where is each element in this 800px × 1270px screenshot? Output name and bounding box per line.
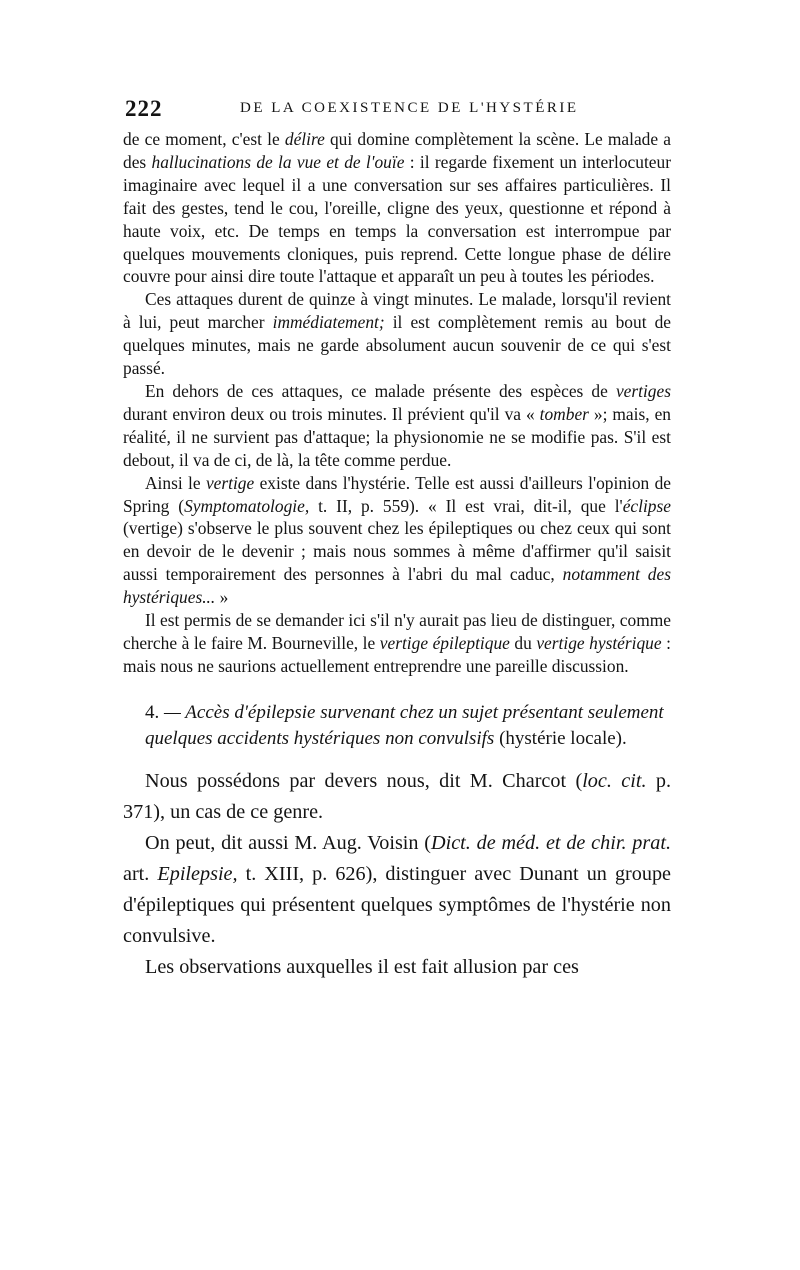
text-run: t. XIII, p. 626), distinguer avec Dunant un groupe d'épileptiques qui présentent quelques symptômes de l'hystérie non convulsive. [123,862,671,947]
text-run: du [509,632,537,653]
text-run: t. II, p. 559). « Il est vrai, dit-il, que l' [309,495,623,516]
italic-text: vertiges [615,380,671,401]
page-body [123,128,671,983]
paragraph [123,828,671,952]
text-run: il est complètement remis au bout de quelques minutes, mais ne garde absolument aucun souvenir de ce qui s'est passé. [123,312,672,379]
text-run: » [215,587,229,608]
italic-text: délire [284,129,325,149]
text-run: durant environ deux ou trois minutes. Il prévient qu'il va « [123,403,540,424]
running-title: DE LA COEXISTENCE DE L'HYSTÉRIE [240,100,579,116]
italic-text: éclipse [622,495,671,516]
italic-text: hallucinations de la vue et de l'ouïe [151,151,405,172]
italic-text: loc. cit. [582,769,647,792]
italic-text: Dict. de méd. et de chir. prat. [431,831,671,854]
page-number: 222 [125,96,163,121]
text-run: »; mais, en réalité, il ne survient pas d'attaque; la physionomie ne se modifie pas. S'il est debout, il va de ci, de là, la tête comme perdue. [123,403,671,470]
text-run: : mais nous ne saurions actuellement entreprendre une pareille discussion. [123,632,671,676]
paragraph [123,952,671,983]
section-suffix: (hystérie locale). [499,727,627,749]
italic-text: notamment des hystériques... [123,564,671,608]
italic-text: tomber [539,403,589,424]
paragraph [123,766,671,828]
text-run: de ce moment, c'est le [123,129,285,149]
paragraph [123,609,671,678]
section-heading [123,700,671,752]
text-run: Il est permis de se demander ici s'il n'y aurait pas lieu de distinguer, comme cherche à le faire M. Bourneville, le [123,610,671,653]
text-run: Les observations auxquelles il est fait allusion par ces [145,955,579,978]
text-run: Ces attaques durent de quinze à vingt minutes. Le malade, lorsqu'il revient à lui, peut marcher [123,289,671,333]
italic-text: Epilepsie, [157,862,238,885]
section-title: — Accès d'épilepsie survenant chez un sujet présentant seulement quelques accidents hystériques non convulsifs [145,701,664,749]
text-run: existe dans l'hystérie. Telle est aussi d'ailleurs l'opinion de Spring ( [123,472,671,516]
text-run: Nous possédons par devers nous, dit M. Charcot ( [145,769,583,792]
text-run: qui domine complètement la scène. Le malade a des [123,129,672,172]
paragraph [123,380,671,472]
text-run: Ainsi le [145,472,206,493]
text-run: p. 371), un cas de ce genre. [123,769,672,823]
text-run: On peut, dit aussi M. Aug. Voisin ( [145,831,432,854]
paragraph [123,128,671,288]
italic-text: Symptomatologie, [184,495,310,516]
italic-text: vertige [205,472,255,493]
page-header [125,96,670,122]
paragraph [123,472,671,609]
text-run: : il regarde fixement un interlocuteur imaginaire avec lequel il a une conversation sur ses affaires particulières. Il fait des gestes, tend le cou, l'oreille, cligne des yeux, questionne et répond à haute voix, etc. De temps en temps la conversation est interrompue par quelques mouvements cloniques, puis reprend. Cette longue phase de délire couvre pour ainsi dire toute l'attaque et apparaît un peu à toutes les périodes. [123,151,671,287]
text-run: En dehors de ces attaques, ce malade présente des espèces de [145,380,616,401]
paragraph [123,288,671,380]
text-run: (vertige) s'observe le plus souvent chez les épileptiques ou chez ceux qui sont en devoir de le devenir ; mais nous sommes à même d'affirmer qu'il saisit aussi temporairement des personnes à l'abri du mal caduc, [123,518,671,585]
text-run: art. [123,862,158,885]
italic-text: vertige épileptique [379,632,510,653]
section-number: 4. [145,701,160,723]
italic-text: immédiatement; [272,312,385,333]
italic-text: vertige hystérique [536,632,662,653]
